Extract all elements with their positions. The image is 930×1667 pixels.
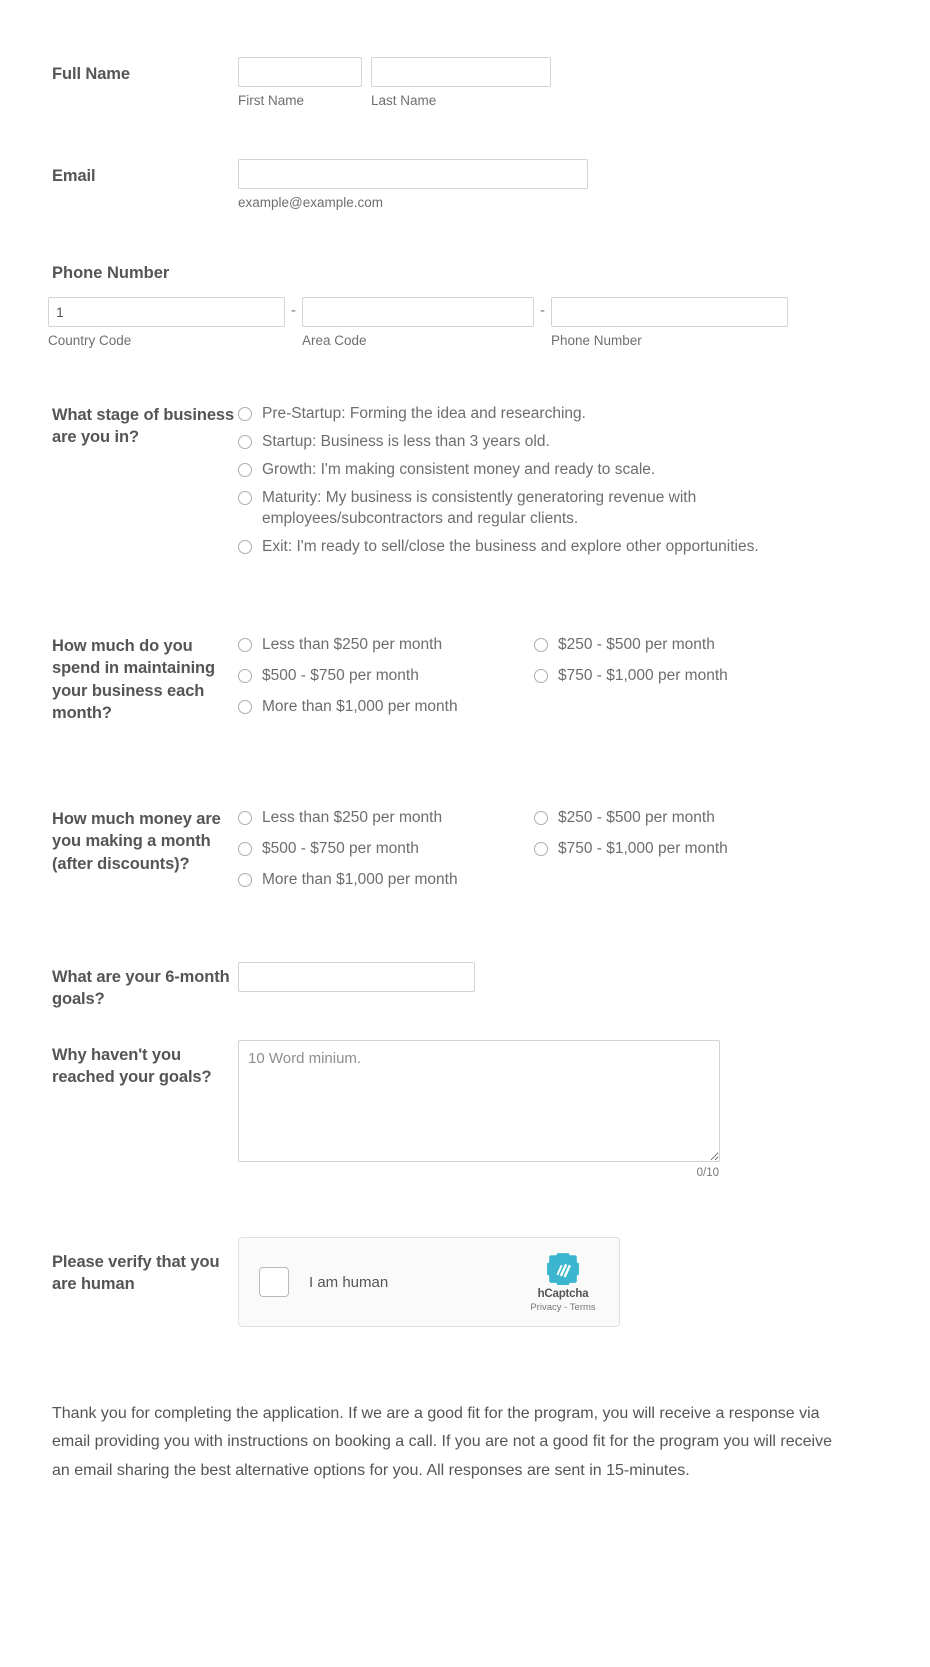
option-label: $250 - $500 per month	[558, 636, 715, 653]
email-input[interactable]	[238, 159, 588, 189]
radio-icon[interactable]	[534, 638, 548, 652]
radio-icon[interactable]	[534, 811, 548, 825]
email-group	[238, 159, 588, 211]
phone-number-input[interactable]	[551, 297, 788, 327]
business-stage-option[interactable]	[238, 537, 838, 557]
hcaptcha-checkbox[interactable]	[259, 1267, 289, 1297]
six-month-goals-field	[52, 962, 882, 1011]
option-label: $750 - $1,000 per month	[558, 667, 728, 685]
option-label: Startup: Business is less than 3 years old.	[262, 433, 550, 451]
radio-icon[interactable]	[238, 873, 252, 887]
business-stage-option[interactable]	[238, 432, 838, 452]
radio-icon[interactable]	[238, 638, 252, 652]
first-name-group	[238, 57, 362, 109]
email-field	[52, 159, 882, 211]
country-code-sublabel: Country Code	[48, 333, 132, 348]
radio-icon[interactable]	[238, 669, 252, 683]
monthly-income-field	[52, 808, 912, 901]
monthly-spend-option[interactable]	[534, 666, 824, 686]
hcaptcha-checkbox-label: I am human	[309, 1273, 389, 1291]
monthly-income-label: How much money are you making a month (after discounts)?	[52, 810, 221, 873]
hcaptcha-logo-icon	[546, 1252, 580, 1286]
full-name-inputs	[238, 57, 551, 109]
six-month-goals-label: What are your 6-month goals?	[52, 968, 230, 1009]
first-name-sublabel: First Name	[238, 93, 305, 108]
monthly-spend-label: How much do you spend in maintaining your business each month?	[52, 637, 216, 722]
full-name-field	[52, 57, 882, 109]
why-not-reached-field	[52, 1040, 882, 1179]
area-code-input[interactable]	[302, 297, 534, 327]
area-code-group	[302, 297, 534, 349]
phone-number-field	[48, 264, 882, 349]
radio-icon[interactable]	[238, 463, 252, 477]
option-label: Maturity: My business is consistently generatoring revenue with employees/subcontractors and regular clients.	[262, 489, 697, 527]
option-label: Exit: I'm ready to sell/close the business and explore other opportunities.	[262, 537, 759, 555]
monthly-spend-option[interactable]	[534, 635, 824, 655]
option-label: Growth: I'm making consistent money and ready to scale.	[262, 461, 656, 479]
captcha-field	[52, 1237, 882, 1327]
phone-number-label: Phone Number	[52, 264, 170, 282]
business-stage-label: What stage of business are you in?	[52, 406, 235, 447]
monthly-income-option[interactable]	[238, 839, 528, 859]
monthly-income-option[interactable]	[238, 870, 528, 890]
monthly-income-option[interactable]	[238, 808, 528, 828]
captcha-label: Please verify that you are human	[52, 1253, 220, 1294]
radio-icon[interactable]	[238, 407, 252, 421]
hcaptcha-branding	[525, 1252, 601, 1313]
hcaptcha-brand-name: hCaptcha	[537, 1287, 589, 1300]
first-name-input[interactable]	[238, 57, 362, 87]
hcaptcha-widget[interactable]	[238, 1237, 620, 1327]
business-stage-option[interactable]	[238, 488, 838, 528]
hcaptcha-links	[530, 1302, 595, 1313]
business-stage-option[interactable]	[238, 460, 838, 480]
business-stage-option[interactable]	[238, 404, 838, 424]
option-label: Less than $250 per month	[262, 636, 443, 653]
monthly-spend-option[interactable]	[238, 635, 528, 655]
option-label: Pre-Startup: Forming the idea and researching.	[262, 405, 586, 422]
radio-icon[interactable]	[534, 842, 548, 856]
closing-note: Thank you for completing the application. If we are a good fit for the program, you will receive a response via email providing you with instructions on booking a call. If you are not a good fit for the program you will receive an email sharing the best alternative options for you. All responses are sent in 15-minutes.	[52, 1405, 832, 1479]
phone-number-group	[551, 297, 788, 349]
hcaptcha-privacy-link[interactable]: Privacy	[530, 1301, 562, 1313]
option-label: More than $1,000 per month	[262, 698, 458, 716]
why-not-reached-label: Why haven't you reached your goals?	[52, 1046, 212, 1087]
character-counter: 0/10	[696, 1167, 719, 1179]
radio-icon[interactable]	[238, 540, 252, 554]
radio-icon[interactable]	[534, 669, 548, 683]
option-label: Less than $250 per month	[262, 809, 443, 826]
last-name-input[interactable]	[371, 57, 551, 87]
monthly-spend-options	[238, 635, 824, 728]
last-name-sublabel: Last Name	[371, 93, 437, 108]
option-label: $500 - $750 per month	[262, 667, 419, 685]
hcaptcha-terms-link[interactable]: Terms	[569, 1301, 596, 1313]
phone-separator-1: -	[291, 302, 296, 319]
phone-number-sublabel: Phone Number	[551, 333, 642, 348]
business-stage-field	[52, 404, 892, 565]
option-label: $250 - $500 per month	[558, 809, 715, 826]
radio-icon[interactable]	[238, 842, 252, 856]
option-label: $500 - $750 per month	[262, 840, 419, 858]
monthly-income-option[interactable]	[534, 839, 824, 859]
country-code-input[interactable]	[48, 297, 285, 327]
radio-icon[interactable]	[238, 491, 252, 505]
phone-inputs	[48, 297, 882, 349]
last-name-group	[371, 57, 551, 109]
radio-icon[interactable]	[238, 700, 252, 714]
email-label: Email	[52, 167, 96, 185]
why-not-reached-group	[238, 1040, 720, 1179]
phone-separator-2: -	[540, 302, 545, 319]
area-code-sublabel: Area Code	[302, 333, 367, 348]
radio-icon[interactable]	[238, 435, 252, 449]
hcaptcha-links-separator: -	[561, 1301, 570, 1313]
monthly-income-options	[238, 808, 824, 901]
email-sublabel: example@example.com	[238, 195, 384, 210]
monthly-spend-field	[52, 635, 912, 728]
monthly-spend-option[interactable]	[238, 697, 528, 717]
full-name-label: Full Name	[52, 65, 130, 83]
radio-icon[interactable]	[238, 811, 252, 825]
why-not-reached-textarea[interactable]	[238, 1040, 720, 1162]
option-label: More than $1,000 per month	[262, 871, 458, 889]
business-stage-options	[238, 404, 838, 565]
monthly-income-option[interactable]	[534, 808, 824, 828]
option-label: $750 - $1,000 per month	[558, 840, 728, 858]
country-code-group	[48, 297, 285, 349]
monthly-spend-option[interactable]	[238, 666, 528, 686]
six-month-goals-input[interactable]	[238, 962, 475, 992]
